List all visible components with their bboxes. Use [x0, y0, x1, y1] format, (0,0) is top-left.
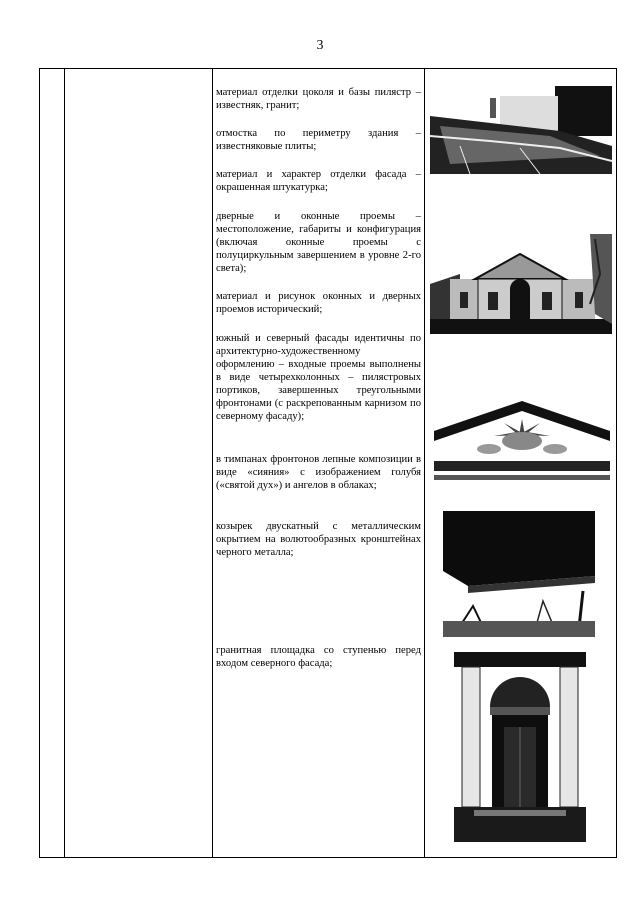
column-divider-1: [64, 69, 65, 857]
page-number: 3: [316, 38, 324, 53]
item-blind-area: отмостка по периметру здания – известняковые плиты;: [216, 128, 421, 152]
photo-canopy: [443, 511, 595, 637]
item-plinth-material: материал отделки цоколя и базы пилястр – известняк, гранит;: [216, 87, 421, 111]
item-door-window-openings: дверные и оконные проемы – местоположение, габариты и конфигурация (включая оконные проемы с полуциркульным завершением в уровне 2-го света);: [216, 211, 421, 274]
photo-church-facade: [430, 234, 612, 334]
item-facade-finish: материал и характер отделки фасада – окрашенная штукатурка;: [216, 169, 421, 193]
item-opening-pattern: материал и рисунок оконных и дверных проемов исторический;: [216, 291, 421, 315]
photo-pediment-relief: [434, 401, 610, 487]
item-facades-identical: южный и северный фасады идентичны по архитектурно-художественному оформлению – входные проемы выполнены в виде четырехколонных – пилястровых портиков, завершенных треугольными фронтонами (с раскрепованным карнизом по северному фасаду);: [216, 333, 421, 422]
column-divider-3: [424, 69, 425, 857]
column-divider-2: [212, 69, 213, 857]
item-tympanum-relief: в тимпанах фронтонов лепные композиции в виде «сияния» с изображением голубя («святой дух») и ангелов в облаках;: [216, 454, 421, 491]
photo-plinth-paving: [430, 86, 612, 174]
photo-north-entrance: [454, 652, 586, 842]
item-granite-platform: гранитная площадка со ступенью перед входом северного фасада;: [216, 645, 421, 669]
document-table: [39, 68, 617, 858]
item-canopy: козырек двускатный с металлическим окрытием на волютообразных кронштейнах черного металла;: [216, 521, 421, 558]
